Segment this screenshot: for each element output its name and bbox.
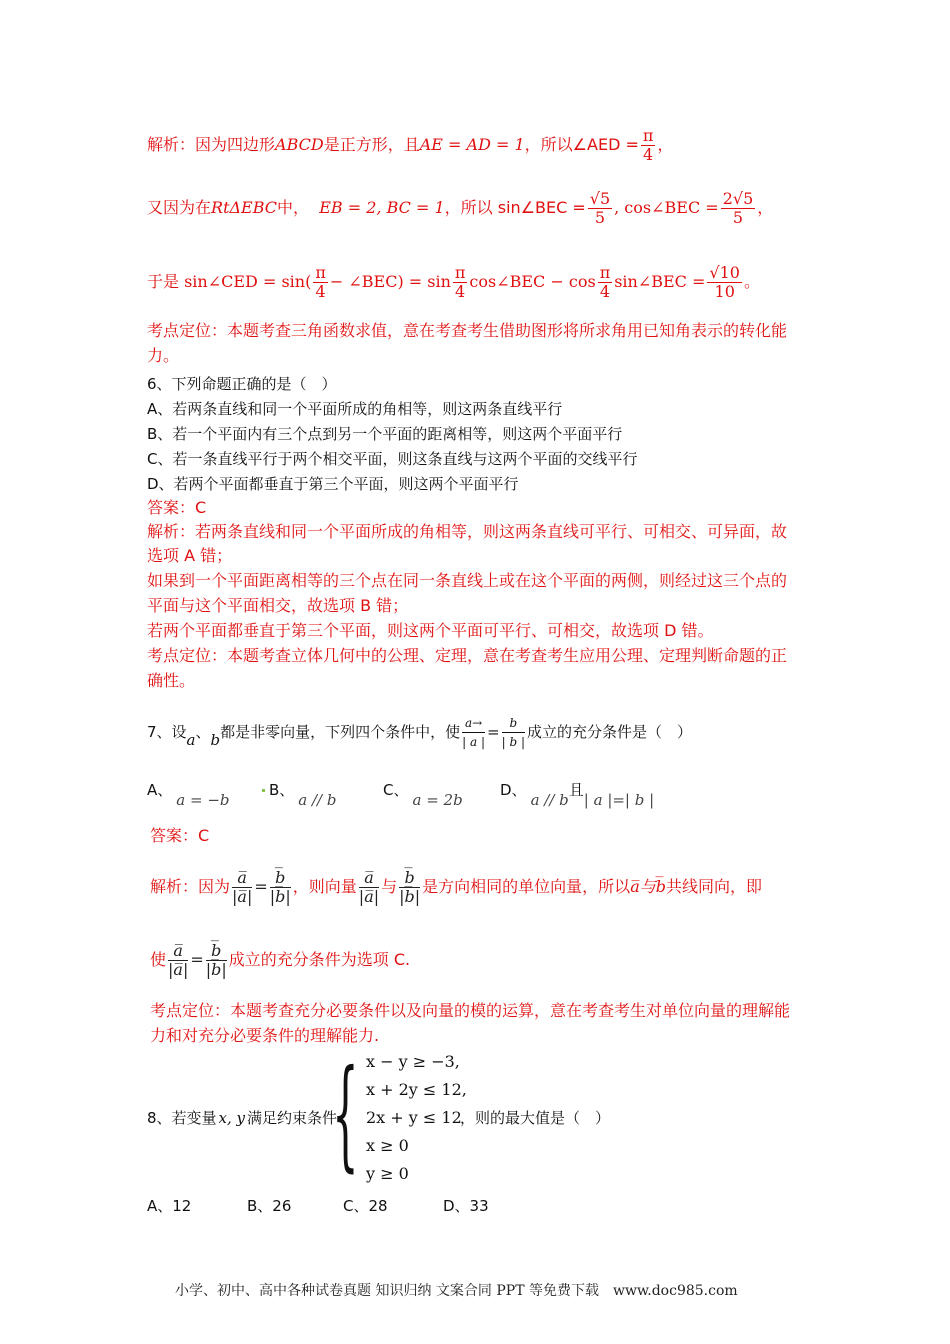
- q6-analysis-5: 若两个平面都垂直于第三个平面，则这两个平面可平行、可相交，故选项 D 错。: [147, 621, 714, 640]
- text: 是方向相同的单位向量，所以: [422, 877, 631, 896]
- fraction: $\frac{b}{| b |}$: [501, 716, 525, 749]
- text: ，所以∠AED =: [524, 135, 639, 154]
- math: EB = 2, BC = 1: [319, 198, 445, 217]
- q8-option-b: B、26: [247, 1197, 292, 1215]
- q7-analysis-1: [150, 867, 762, 907]
- constraint-brace: {: [332, 1045, 359, 1184]
- fraction: $\frac{a̅}{|a̅|}$: [168, 941, 189, 979]
- text: ，则向量: [292, 877, 357, 896]
- text: 成立的充分条件为选项 C.: [228, 950, 411, 969]
- q5-analysis-line-1: [147, 127, 673, 164]
- q7-kaodian-1: 考点定位：本题考查充分必要条件以及向量的模的运算，意在考查考生对单位向量的理解能: [150, 1001, 791, 1020]
- text: 又因为在: [147, 198, 212, 217]
- text: ，: [657, 135, 674, 154]
- fraction: $\frac{√5}{5}$: [589, 189, 611, 227]
- text: 8、若变量: [147, 1109, 217, 1127]
- dot-icon: [262, 789, 265, 792]
- q5-analysis-line-3: [147, 264, 760, 301]
- constraint-4: x ≥ 0: [366, 1136, 409, 1155]
- math: a = −b: [176, 791, 230, 809]
- math: =: [190, 950, 204, 969]
- q6-option-b: B、若一个平面内有三个点到另一个平面的距离相等，则这两个平面平行: [147, 425, 623, 443]
- math: a = 2b: [412, 791, 463, 809]
- fraction: $\frac{b̅}{|b̅|}$: [399, 868, 421, 906]
- q6-question: 6、下列命题正确的是（ ）: [147, 375, 337, 393]
- math: , cos∠BEC =: [614, 198, 719, 217]
- q6-answer: 答案：C: [147, 498, 207, 517]
- constraint-1: x − y ≥ −3,: [366, 1052, 460, 1071]
- math: =: [254, 877, 268, 896]
- label: D、: [500, 781, 527, 799]
- q6-analysis-1: 解析：若两条直线和同一个平面所成的角相等，则这两条直线可平行、可相交、可异面，故: [147, 522, 788, 541]
- q6-analysis-2: 选项 A 错；: [147, 546, 233, 565]
- text: 都是非零向量，下列四个条件中，使: [220, 723, 461, 741]
- math: 于是 sin∠CED = sin(: [147, 272, 312, 291]
- constraint-list: [366, 1048, 467, 1188]
- math: | a |=| b |: [583, 791, 655, 809]
- q5-kaodian-2: 力。: [147, 346, 180, 365]
- math: =: [487, 723, 500, 741]
- q6-kaodian-2: 确性。: [147, 671, 196, 690]
- q7-question: [147, 712, 692, 752]
- fraction: $\frac{\pi}{4}$: [642, 126, 654, 164]
- text: 满足约束条件: [247, 1109, 338, 1127]
- q7-answer: 答案：C: [150, 826, 210, 845]
- constraint-5: y ≥ 0: [366, 1164, 409, 1183]
- page-footer: 小学、初中、高中各种试卷真题 知识归纳 文案合同 PPT 等免费下载 www.doc985.com: [175, 1283, 738, 1299]
- fraction: $\frac{√10}{10}$: [709, 263, 740, 301]
- q8-question: [147, 1108, 337, 1128]
- q6-option-d: D、若两个平面都垂直于第三个平面，则这两个平面平行: [147, 475, 519, 493]
- fraction: $\frac{\pi}{4}$: [599, 263, 611, 301]
- fraction: $\frac{b̅}{|b̅|}$: [205, 941, 227, 979]
- q6-analysis-4: 平面与这个平面相交，故选项 B 错；: [147, 596, 409, 615]
- text: 且: [568, 781, 584, 799]
- fraction: $\frac{a\to}{| a |}$: [462, 716, 486, 749]
- text: 与: [381, 877, 398, 896]
- math: a: [186, 731, 196, 749]
- q6-option-a: A、若两条直线和同一个平面所成的角相等，则这两条直线平行: [147, 400, 563, 418]
- q5-analysis-line-2: [147, 190, 773, 227]
- math: RtΔEBC: [211, 198, 278, 217]
- q6-kaodian-1: 考点定位：本题考查立体几何中的公理、定理，意在考查考生应用公理、定理判断命题的正: [147, 646, 788, 665]
- text: 解析：因为: [150, 877, 231, 896]
- text: 。: [743, 272, 760, 291]
- text: 使: [150, 950, 167, 969]
- label: C、: [383, 781, 409, 799]
- q7-option-c: [383, 780, 463, 809]
- math: AE = AD = 1: [419, 135, 525, 154]
- text: 共线同向，即: [665, 877, 762, 896]
- math: cos∠BEC − cos: [469, 272, 596, 291]
- text: 7、设: [147, 723, 187, 741]
- q6-analysis-3: 如果到一个平面距离相等的三个点在同一条直线上或在这个平面的两侧，则经过这三个点的: [147, 571, 788, 590]
- constraint-3: 2x + y ≤ 12: [366, 1108, 462, 1127]
- math: a // b: [298, 791, 337, 809]
- text: 成立的充分条件是（ ）: [527, 723, 693, 741]
- q8-option-c: C、28: [343, 1197, 388, 1215]
- text: 解析：因为四边形: [147, 135, 276, 154]
- label: A、: [147, 781, 173, 799]
- text: 、: [195, 723, 211, 741]
- q7-analysis-2: [150, 940, 410, 980]
- q8-option-d: D、33: [443, 1197, 489, 1215]
- math: a̅与b̅: [630, 877, 666, 896]
- fraction: $\frac{\pi}{4}$: [454, 263, 466, 301]
- q6-option-c: C、若一条直线平行于两个相交平面，则这条直线与这两个平面的交线平行: [147, 450, 638, 468]
- q7-option-d: [500, 780, 655, 809]
- q7-option-a: [147, 780, 230, 809]
- q8-option-a: A、12: [147, 1197, 192, 1215]
- q7-kaodian-2: 力和对充分必要条件的理解能力.: [150, 1026, 380, 1045]
- fraction: $\frac{\pi}{4}$: [315, 263, 326, 301]
- text: 中，: [277, 198, 310, 217]
- math: a // b: [530, 791, 569, 809]
- q7-option-b: [258, 780, 337, 809]
- fraction: $\frac{a̅}{|a̅|}$: [358, 868, 380, 906]
- constraint-2: x + 2y ≤ 12,: [366, 1080, 467, 1099]
- fraction: $\frac{2√5}{5}$: [722, 189, 754, 227]
- text: 是正方形，且: [323, 135, 420, 154]
- fraction: $\frac{b̅}{|b̅|}$: [269, 868, 291, 906]
- label: B、: [269, 781, 295, 799]
- math: − ∠BEC) = sin: [329, 272, 451, 291]
- math: b: [210, 731, 221, 749]
- q8-question-end: ，则的最大值是（ ）: [460, 1109, 611, 1127]
- math: ABCD: [275, 135, 324, 154]
- text: ，: [757, 198, 774, 217]
- text: ，所以 sin∠BEC =: [444, 198, 586, 217]
- math: sin∠BEC =: [614, 272, 706, 291]
- fraction: $\frac{a̅}{|a̅|}$: [232, 868, 253, 906]
- q5-kaodian-1: 考点定位：本题考查三角函数求值，意在考查考生借助图形将所求角用已知角表示的转化能: [147, 321, 788, 340]
- math: x, y: [218, 1109, 246, 1127]
